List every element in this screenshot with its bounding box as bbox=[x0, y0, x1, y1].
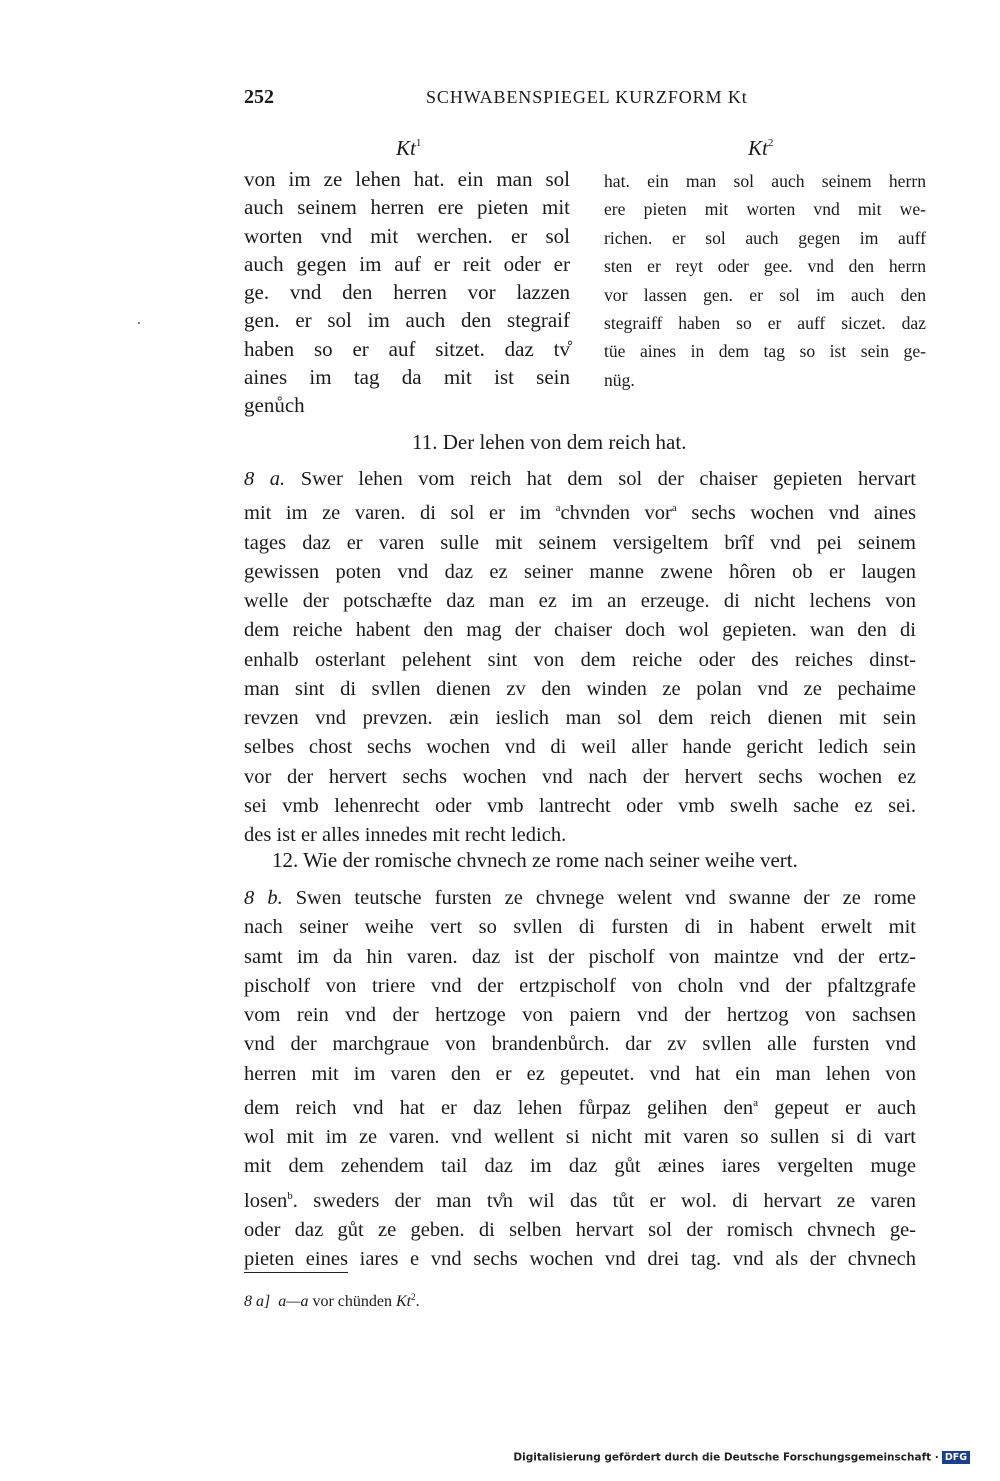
text-run: losen bbox=[244, 1189, 288, 1212]
section-11-paragraph bbox=[244, 465, 916, 850]
paragraph-label: 8 a. bbox=[244, 468, 286, 490]
text-run: mit im ze varen. di sol er im bbox=[244, 502, 556, 525]
text-line: dem reiche habent den mag der chaiser doch wol gepieten. wan den di bbox=[244, 619, 916, 642]
footnote-rule bbox=[244, 1272, 348, 1273]
text-line: gewissen poten vnd daz ez seiner manne zwene hôren ob er laugen bbox=[244, 560, 916, 583]
text-line bbox=[244, 494, 916, 528]
running-head bbox=[244, 86, 916, 116]
footnote-siglum: Kt bbox=[396, 1293, 412, 1310]
footnote-mark: a bbox=[753, 1096, 759, 1109]
text-line: welle der potschæfte daz man ez im an erzeuge. di nicht lechens von bbox=[244, 590, 916, 612]
text-line: mit dem zehendem tail daz im daz gůt æines iares vergelten muge bbox=[244, 1155, 916, 1178]
footnote-range: a—a bbox=[278, 1293, 309, 1310]
text-line: vnd der marchgraue von brandenbůrch. dar zv svllen alle fursten vnd bbox=[244, 1033, 916, 1056]
text-run: sechs wochen vnd aines bbox=[676, 502, 916, 525]
text-line: haben so er auf sitzet. daz tv̊ bbox=[244, 336, 570, 361]
footnote-mark: b bbox=[287, 1189, 293, 1202]
text-line: oder daz gůt ze geben. di selben hervart sol der romisch chvnech ge- bbox=[244, 1218, 916, 1241]
text-line: vor der hervert sechs wochen vnd nach der hervert sechs wochen ez bbox=[244, 765, 916, 788]
scan-speck bbox=[138, 322, 140, 324]
text-line: ge. vnd den herren vor lazzen bbox=[244, 280, 570, 305]
footnote-siglum-superscript: 2 bbox=[411, 1292, 416, 1302]
text-run: Swen teutsche fursten ze chvnege welent vnd swanne der ze rome bbox=[282, 887, 916, 909]
paragraph-label: 8 b. bbox=[244, 887, 283, 909]
text-line: selbes chost sechs wochen vnd di weil aller hande gericht ledich sein bbox=[244, 736, 916, 759]
running-title: SCHWABENSPIEGEL KURZFORM Kt bbox=[426, 87, 748, 107]
column-heading-kt1 bbox=[396, 136, 421, 161]
column-heading-superscript: 2 bbox=[767, 137, 774, 149]
text-line: tüe aines in dem tag so ist sein ge- bbox=[604, 341, 926, 362]
text-line: ere pieten mit worten vnd mit we- bbox=[604, 199, 926, 220]
footnote-ref: 8 a] bbox=[244, 1293, 271, 1310]
text-line: samt im da hin varen. daz ist der pischolf von maintze vnd der ertz- bbox=[244, 945, 916, 968]
footnote bbox=[244, 1292, 420, 1311]
text-line: enhalb osterlant pelehent sint von dem reiche oder des reiches dinst- bbox=[244, 648, 916, 671]
text-line bbox=[244, 1089, 916, 1123]
digitization-credit bbox=[513, 1451, 970, 1464]
text-run: . sweders der man tv̊n wil das tůt er wol. di hervart ze varen bbox=[292, 1189, 916, 1212]
dfg-logo: DFG bbox=[942, 1451, 970, 1464]
text-line: revzen vnd prevzen. æin ieslich man sol dem reich dienen mit sein bbox=[244, 707, 916, 729]
column-kt1-text bbox=[244, 165, 570, 420]
text-line: hat. ein man sol auch seinem herrn bbox=[604, 171, 926, 191]
text-run: gepeut er auch bbox=[758, 1096, 916, 1119]
footnote-mark: a bbox=[671, 502, 677, 515]
text-line: auch gegen im auf er reit oder er bbox=[244, 251, 570, 276]
footnote-end: . bbox=[415, 1293, 420, 1310]
text-line bbox=[244, 1182, 916, 1216]
text-line: vom rein vnd der hertzoge von paiern vnd der hertzog von sachsen bbox=[244, 1004, 916, 1026]
column-kt2-text bbox=[604, 167, 926, 394]
credit-text: Digitalisierung gefördert durch die Deutsche Forschungsgemeinschaft · bbox=[513, 1451, 939, 1464]
text-line: sten er reyt oder gee. vnd den herrn bbox=[604, 256, 926, 277]
column-heading-label: Kt bbox=[396, 136, 416, 160]
column-heading-label: Kt bbox=[748, 136, 768, 160]
section-12-paragraph bbox=[244, 884, 916, 1274]
text-line: richen. er sol auch gegen im auff bbox=[604, 227, 926, 248]
text-run: dem reich vnd hat er daz lehen fůrpaz gelihen den bbox=[244, 1096, 754, 1119]
text-line: des ist er alles innedes mit recht ledich. bbox=[244, 824, 567, 846]
column-heading-superscript: 1 bbox=[415, 137, 422, 149]
text-line: von im ze lehen hat. ein man sol bbox=[244, 167, 570, 191]
footnote-mark: a bbox=[555, 502, 561, 515]
text-line: pischolf von triere vnd der ertzpischolf von choln vnd der pfaltzgrafe bbox=[244, 974, 916, 997]
text-line: aines im tag da mit ist sein bbox=[244, 365, 570, 390]
text-run: chvnden vor bbox=[560, 502, 672, 525]
page-number: 252 bbox=[244, 86, 274, 108]
text-line: nüg. bbox=[604, 369, 635, 390]
footnote-text: vor chünden bbox=[308, 1293, 396, 1310]
text-line: stegraiff haben so er auff siczet. daz bbox=[604, 313, 926, 334]
text-line: genůch bbox=[244, 393, 305, 418]
text-line: auch seinem herren ere pieten mit bbox=[244, 195, 570, 220]
text-line: pieten eines iares e vnd sechs wochen vnd drei tag. vnd als der chvnech bbox=[244, 1248, 916, 1270]
text-line: wol mit im ze varen. vnd wellent si nicht mit varen so sullen si di vart bbox=[244, 1126, 916, 1148]
section-heading-12: 12. Wie der romische chvnech ze rome nach seiner weihe vert. bbox=[272, 848, 798, 872]
text-line: worten vnd mit werchen. er sol bbox=[244, 223, 570, 248]
section-heading-11: 11. Der lehen von dem reich hat. bbox=[412, 430, 687, 454]
column-heading-kt2 bbox=[748, 136, 773, 161]
text-line: tages daz er varen sulle mit seinem versigeltem brîf vnd pei seinem bbox=[244, 531, 916, 554]
text-line: nach seiner weihe vert so svllen di fursten di in habent erwelt mit bbox=[244, 916, 916, 939]
text-line: vor lassen gen. er sol im auch den bbox=[604, 284, 926, 305]
text-run: Swer lehen vom reich hat dem sol der chaiser gepieten hervart bbox=[285, 468, 916, 490]
text-line: man sint di svllen dienen zv den winden ze polan vnd ze pechaime bbox=[244, 677, 916, 700]
text-line: gen. er sol im auch den stegraif bbox=[244, 308, 570, 333]
text-line bbox=[244, 884, 916, 913]
text-line: sei vmb lehenrecht oder vmb lantrecht oder vmb swelh sache ez sei. bbox=[244, 794, 916, 817]
text-line: herren mit im varen den er ez gepeutet. vnd hat ein man lehen von bbox=[244, 1062, 916, 1085]
text-line bbox=[244, 465, 916, 494]
